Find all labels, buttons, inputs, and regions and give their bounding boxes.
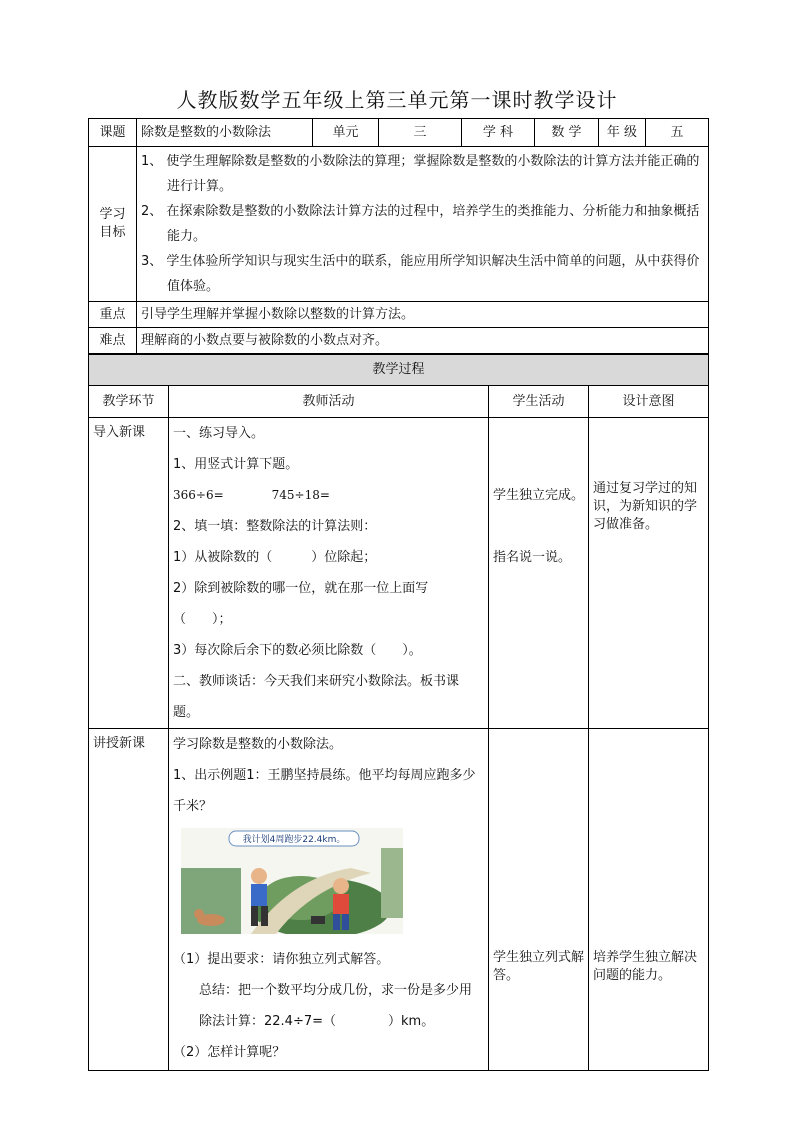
teaching-process-table: [88, 354, 709, 1071]
stage-intro: 导入新课: [89, 418, 169, 729]
key-point-text: 引导学生理解并掌握小数除以整数的计算方法。: [137, 302, 709, 328]
col-header-stage: 教学环节: [89, 386, 169, 418]
document-title: 人教版数学五年级上第三单元第一课时教学设计: [176, 88, 618, 112]
student-activity-new-lesson: 学生独立列式解答。: [489, 729, 589, 1071]
difficulty-row: [89, 328, 709, 354]
design-intent-new-lesson: 培养学生独立解决问题的能力。: [589, 729, 709, 1071]
key-point-label: 重点: [89, 302, 137, 328]
design-intent-intro: 通过复习学过的知识，为新知识的学习做准备。: [589, 418, 709, 729]
student-activity-intro: 学生独立完成。 指名说一说。: [489, 418, 589, 729]
header-row: [89, 119, 709, 147]
process-banner-row: [89, 355, 709, 386]
grade-label: 年 级: [599, 119, 646, 147]
teacher-activity-new-lesson: 学习除数是整数的小数除法。 1、出示例题1：王鹏坚持晨练。他平均每周应跑多少千米？ 我计划4周跑步22.4km。 （1）提出要求：请你独立列式解答。 总结：把一个数平均分成几份，求一份是多少用除法计算：22.4÷7=（ ）km。 （2）怎样计算呢？: [169, 729, 489, 1071]
goal-item: 3、 学生体验所学知识与现实生活中的联系，能应用所学知识解决生活中简单的问题，从中获得价值体验。: [141, 254, 700, 294]
goal-item: 1、 使学生理解除数是整数的小数除法的算理；掌握除数是整数的小数除法的计算方法并能正确的进行计算。: [141, 154, 700, 194]
difficulty-text: 理解商的小数点要与被除数的小数点对齐。: [137, 328, 709, 354]
goal-item: 2、 在探索除数是整数的小数除法计算方法的过程中，培养学生的类推能力、分析能力和抽象概括能力。: [141, 204, 700, 244]
col-header-student: 学生活动: [489, 386, 589, 418]
example-illustration: [181, 828, 403, 934]
difficulty-label: 难点: [89, 328, 137, 354]
subject-value: 数 学: [535, 119, 599, 147]
intro-row: [89, 418, 709, 729]
lesson-info-table: [88, 118, 709, 354]
teacher-activity-intro: 一、练习导入。 1、用竖式计算下题。 366÷6= 745÷18= 2、填一填：整数除法的计算法则： 1）从被除数的（ ）位除起； 2）除到被除数的哪一位，就在那一位上面写（ ）； 3）每次除后余下的数必须比除数（ ）。 二、教师谈话：今天我们来研究小数除法。板书课题。: [169, 418, 489, 729]
topic-label: 课题: [89, 119, 137, 147]
process-banner: 教学过程: [89, 355, 709, 386]
goals-row: [89, 147, 709, 302]
new-lesson-row: [89, 729, 709, 1071]
key-point-row: [89, 302, 709, 328]
topic-value: 除数是整数的小数除法: [137, 119, 313, 147]
goals-list: [137, 147, 709, 302]
process-header-row: [89, 386, 709, 418]
goals-label: 学习 目标: [89, 147, 137, 302]
col-header-intent: 设计意图: [589, 386, 709, 418]
unit-label: 单元: [313, 119, 379, 147]
col-header-teacher: 教师活动: [169, 386, 489, 418]
illustration-caption: 我计划4周跑步22.4km。: [242, 835, 346, 845]
grade-value: 五: [646, 119, 709, 147]
subject-label: 学 科: [462, 119, 535, 147]
stage-new-lesson: 讲授新课: [89, 729, 169, 1071]
unit-value: 三: [379, 119, 462, 147]
